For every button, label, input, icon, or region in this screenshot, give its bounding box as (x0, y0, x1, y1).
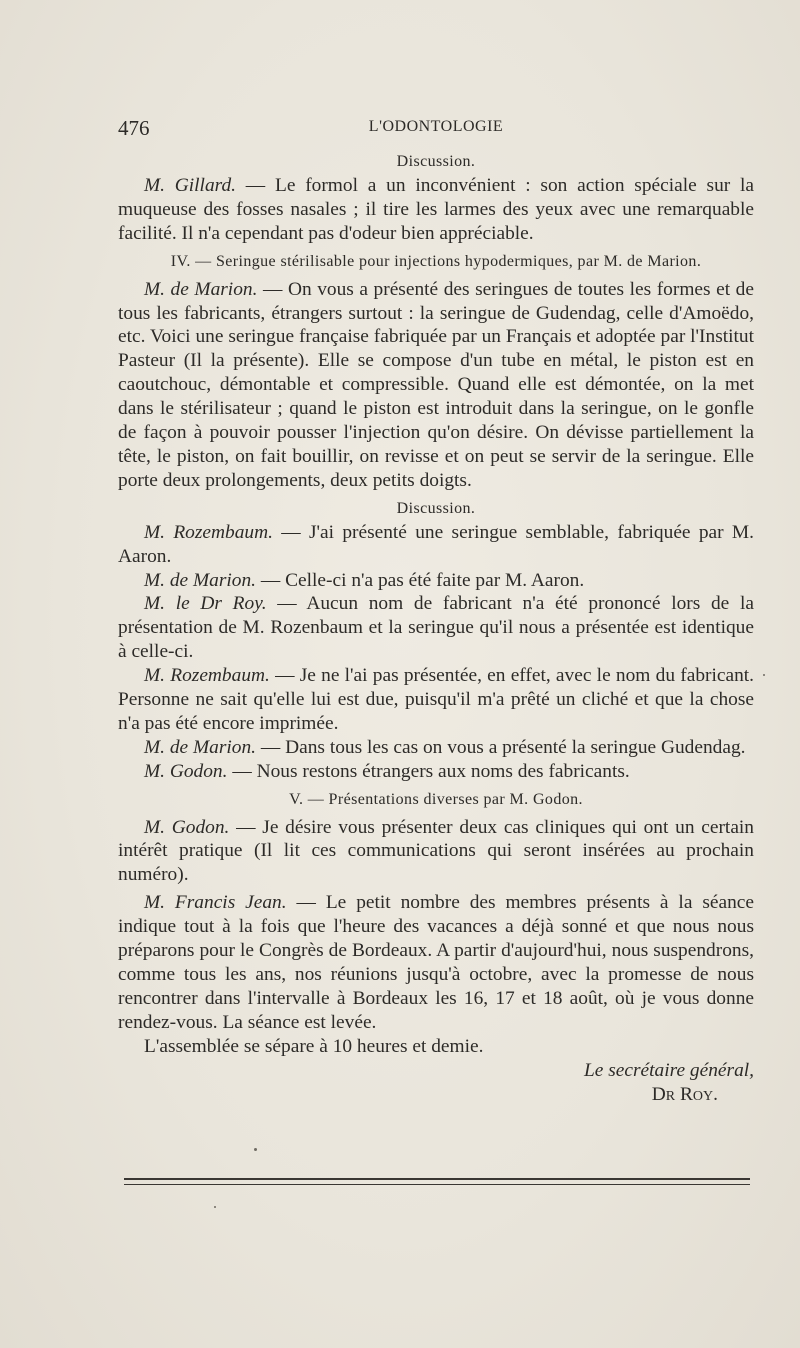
discussion-heading-2: Discussion. (396, 499, 476, 517)
running-head: L'ODONTOLOGIE (368, 118, 504, 135)
section-v-heading: V. — Présentations diverses par M. Godon. (289, 790, 583, 808)
page-number: 476 (118, 116, 150, 140)
closing-rule (124, 1178, 750, 1180)
paragraph-text: — Aucun nom de fabricant n'a été prononcé lors de la présentation de M. Rozenbaum et la seringue qu'il nous a présentée est identique à celle-ci. (118, 593, 754, 663)
paragraph-text: — Le petit nombre des membres présents à la séance indique tout à la fois que l'heure des vacances a déjà sonné et que nous nous préparons pour le Congrès de Bordeaux. A partir d'aujourd'hui, nous suspendrons, comme tous les ans, nos réunions jusqu'à octobre, avec la promesse de nous rencontrer dans l'intervalle à Bordeaux les 16, 17 et 18 août, où je vous donne rendez-vous. La séance est levée. (118, 892, 755, 1033)
paragraph-text: — Je ne l'ai pas présentée, en effet, avec le nom du fabricant. Personne ne sait qu'elle lui est due, puisqu'il m'a prêté un cliché et que la chose n'a pas été encore imprimée. (118, 665, 754, 734)
paper-speck (254, 1148, 257, 1151)
speaker-name: M. Godon. (144, 816, 230, 838)
paragraph-gillard (118, 174, 754, 246)
paragraph-text: — Dans tous les cas on vous a présenté la seringue Gudendag. (256, 736, 746, 758)
speaker-name: M. de Marion. (144, 278, 258, 300)
paragraph-text: — J'ai présenté une seringue semblable, fabriquée par M. Aaron. (118, 521, 755, 567)
paragraph-text: — Je désire vous présenter deux cas cliniques qui ont un certain intérêt pratique (Il lit ces communications qui seront insérées au prochain numéro). (118, 816, 755, 886)
closing-rule-thin (124, 1184, 750, 1185)
speaker-name: M. Gillard. (144, 174, 237, 196)
speaker-name: M. Rozembaum. (144, 665, 270, 687)
paragraph-godon-1 (118, 760, 754, 784)
discussion-heading-1: Discussion. (396, 153, 476, 170)
paragraph-text: — On vous a présenté des seringues de toutes les formes et de tous les fabricants, étrangers surtout : la seringue de Gudendag, celle d'Amoëdo, etc. Voici une seringue française fabriquée par un Français et adoptée par l'Institut Pasteur (Il la présente). Elle se compose d'un tube en métal, le piston est en caoutchouc, démontable et compressible. Quand elle est démontée, on la met dans le stérilisateur ; quand le piston est introduit dans la seringue, on le gonfle de façon à pouvoir pousser l'injection qu'on désire. On dévisse partiellement la tête, le piston, on fait bouillir, on revisse et on peut se servir de la seringue. Elle porte deux prolongements, deux petits doigts. (118, 278, 754, 491)
signature-block (118, 1059, 754, 1107)
section-iv-heading: IV. — Seringue stérilisable pour injections hypodermiques, par M. de Marion. (170, 252, 702, 270)
paper-speck (763, 674, 765, 676)
speaker-name: M. le Dr Roy. (144, 593, 267, 615)
paragraph-godon-2 (118, 816, 754, 888)
paragraph-de-marion (118, 278, 754, 493)
speaker-name: M. Francis Jean. (144, 892, 287, 914)
paper-speck (214, 1206, 216, 1208)
speaker-name: M. Rozembaum. (144, 521, 273, 543)
paragraph-de-marion-2 (118, 569, 754, 593)
speaker-name: M. Godon. (144, 760, 228, 782)
paragraph-rozembaum-2 (118, 664, 754, 736)
speaker-name: M. de Marion. (144, 736, 257, 758)
paragraph-text: — Celle-ci n'a pas été faite par M. Aaron. (256, 569, 585, 591)
paragraph-rozembaum-1 (118, 521, 754, 569)
paragraph-text: — Le formol a un inconvénient : son action spéciale sur la muqueuse des fosses nasales ; il tire les larmes des yeux avec une remarquable facilité. Il n'a cependant pas d'odeur bien appréciable. (118, 174, 754, 244)
signature-role: Le secrétaire général, (584, 1059, 754, 1081)
paragraph-francis-jean (118, 891, 754, 1034)
signature-name: Dr Roy. (651, 1083, 718, 1105)
page-content (118, 150, 754, 1107)
paragraph-de-marion-3 (118, 736, 754, 760)
page-header (118, 116, 754, 142)
closing-line: L'assemblée se sépare à 10 heures et demie. (144, 1035, 484, 1057)
paragraph-text: — Nous restons étrangers aux noms des fabricants. (227, 760, 630, 782)
paragraph-roy (118, 592, 754, 664)
speaker-name: M. de Marion. (144, 569, 257, 591)
